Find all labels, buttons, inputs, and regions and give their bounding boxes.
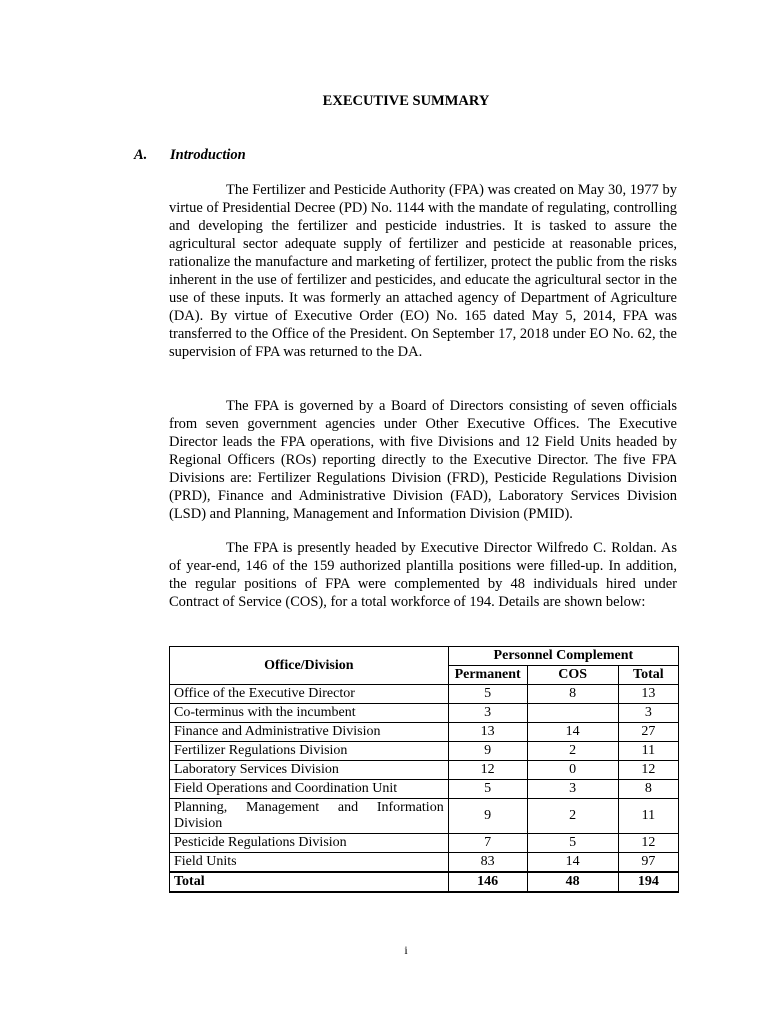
- cell-office: Co-terminus with the incumbent: [170, 704, 449, 723]
- cell-office: Office of the Executive Director: [170, 685, 449, 704]
- paragraph-workforce: The FPA is presently headed by Executive Director Wilfredo C. Roldan. As of year-end, 146 of the 159 authorized plantilla positions were filled-up. In addition, the regular positions of FPA were complemented by 48 individuals hired under Contract of Service (COS), for a total workforce of 194. Details are shown below:: [169, 540, 677, 610]
- table-row: [170, 704, 679, 723]
- cell-total: 12: [618, 834, 678, 853]
- cell-office-total: Total: [170, 872, 449, 892]
- cell-total-total: 194: [618, 872, 678, 892]
- cell-permanent-total: 146: [448, 872, 527, 892]
- cell-cos: 14: [527, 853, 618, 873]
- cell-office: [170, 799, 449, 834]
- cell-permanent: 3: [448, 704, 527, 723]
- header-permanent: Permanent: [448, 666, 527, 685]
- section-heading: [134, 147, 246, 164]
- cell-cos: 8: [527, 685, 618, 704]
- cell-total: 11: [618, 799, 678, 834]
- cell-office: Laboratory Services Division: [170, 761, 449, 780]
- cell-cos-total: 48: [527, 872, 618, 892]
- cell-permanent: 9: [448, 799, 527, 834]
- cell-permanent: 5: [448, 685, 527, 704]
- table-row: [170, 780, 679, 799]
- table-row: [170, 853, 679, 873]
- paragraph-governance: The FPA is governed by a Board of Directors consisting of seven officials from seven government agencies under Other Executive Offices. The Executive Director leads the FPA operations, with five Divisions and 12 Field Units headed by Regional Officers (ROs) reporting directly to the Executive Director. The five FPA Divisions are: Fertilizer Regulations Division (FRD), Pesticide Regulations Division (PRD), Finance and Administrative Division (FAD), Laboratory Services Division (LSD) and Planning, Management and Information Division (PMID).: [169, 398, 677, 522]
- cell-total: 8: [618, 780, 678, 799]
- table-total-row: [170, 872, 679, 892]
- cell-office: Pesticide Regulations Division: [170, 834, 449, 853]
- cell-office: Finance and Administrative Division: [170, 723, 449, 742]
- cell-cos: 2: [527, 799, 618, 834]
- cell-office-line1: Planning, Management and Information: [174, 800, 444, 815]
- header-cos: COS: [527, 666, 618, 685]
- cell-office: Fertilizer Regulations Division: [170, 742, 449, 761]
- table-header-row: [170, 647, 679, 666]
- cell-permanent: 13: [448, 723, 527, 742]
- table-row: [170, 742, 679, 761]
- paragraph-introduction: The Fertilizer and Pesticide Authority (FPA) was created on May 30, 1977 by virtue of Presidential Decree (PD) No. 1144 with the mandate of regulating, controlling and developing the fertilizer and pesticide industries. It is tasked to assure the agricultural sector adequate supply of fertilizer and pesticide at reasonable prices, rationalize the manufacture and marketing of fertilizer, protect the public from the risks inherent in the use of fertilizer and pesticides, and educate the agricultural sector in the use of these inputs. It was formerly an attached agency of Department of Agriculture (DA). By virtue of Executive Order (EO) No. 165 dated May 5, 2014, FPA was transferred to the Office of the President. On September 17, 2018 under EO No. 62, the supervision of FPA was returned to the DA.: [169, 182, 677, 360]
- cell-office: Field Operations and Coordination Unit: [170, 780, 449, 799]
- section-number: A.: [134, 147, 148, 163]
- cell-total: 3: [618, 704, 678, 723]
- cell-total: 12: [618, 761, 678, 780]
- cell-office: Field Units: [170, 853, 449, 873]
- page-title: EXECUTIVE SUMMARY: [322, 93, 490, 109]
- cell-permanent: 9: [448, 742, 527, 761]
- cell-permanent: 5: [448, 780, 527, 799]
- cell-total: 97: [618, 853, 678, 873]
- cell-cos: 14: [527, 723, 618, 742]
- header-personnel-complement: Personnel Complement: [448, 647, 678, 666]
- page-number: i: [404, 943, 408, 957]
- cell-cos: [527, 704, 618, 723]
- table-row: [170, 834, 679, 853]
- cell-cos: 2: [527, 742, 618, 761]
- table-row: [170, 799, 679, 834]
- cell-permanent: 7: [448, 834, 527, 853]
- cell-total: 11: [618, 742, 678, 761]
- table-row: [170, 761, 679, 780]
- table-row: [170, 723, 679, 742]
- cell-permanent: 83: [448, 853, 527, 873]
- header-total: Total: [618, 666, 678, 685]
- cell-cos: 5: [527, 834, 618, 853]
- header-office-division: Office/Division: [170, 647, 449, 685]
- cell-permanent: 12: [448, 761, 527, 780]
- personnel-table: [169, 646, 679, 893]
- cell-total: 13: [618, 685, 678, 704]
- cell-cos: 3: [527, 780, 618, 799]
- section-title: Introduction: [170, 147, 246, 163]
- table-row: [170, 685, 679, 704]
- cell-cos: 0: [527, 761, 618, 780]
- cell-total: 27: [618, 723, 678, 742]
- cell-office-line2: Division: [174, 816, 223, 831]
